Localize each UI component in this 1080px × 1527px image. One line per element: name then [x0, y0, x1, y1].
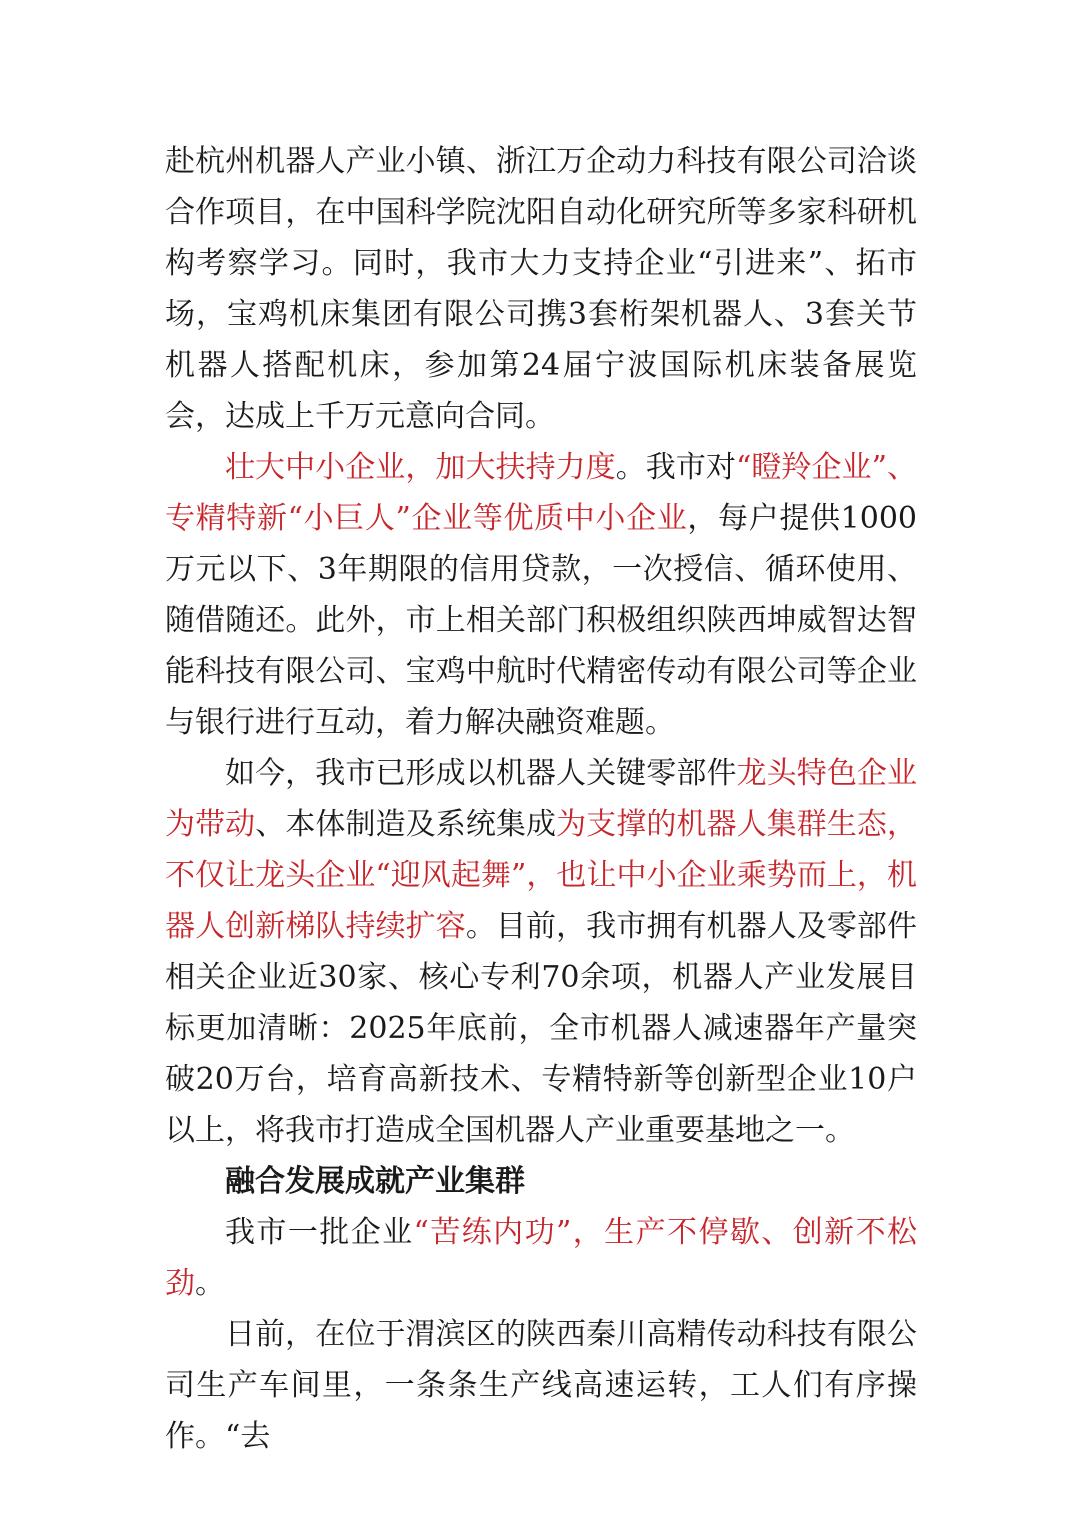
paragraph-text: 赴杭州机器人产业小镇、浙江万企动力科技有限公司洽谈合作项目，在中国科学院沈阳自动化研究所等多家科研机构考察学习。同时，我市大力支持企业“引进来”、拓市场，宝鸡机床集团有限公司携3套桁架机器人、3套关节机器人搭配机床，参加第24届宁波国际机床装备展览会，达成上千万元意向合同。 — [165, 144, 917, 434]
document-page — [165, 136, 917, 1462]
paragraph-workshop — [165, 1309, 917, 1462]
paragraph-intro-continued — [165, 136, 917, 442]
paragraph-text: 。我市对 — [615, 450, 736, 485]
highlight-text: “苦练内功”，生产不停歇、创新不松劲 — [165, 1215, 917, 1301]
highlight-text: “瞪羚企业”、专精特新“小巨人”企业等优质中小企业 — [165, 450, 918, 536]
paragraph-text: 、本体制造及系统集成 — [255, 807, 557, 842]
highlight-text: 龙头特色企业为带动 — [165, 756, 918, 842]
paragraph-text: 。目前，我市拥有机器人及零部件相关企业近30家、核心专利70余项，机器人产业发展目标更加清晰：2025年底前，全市机器人减速器年产量突破20万台，培育高新技术、专精特新等创新型企业10户以上，将我市打造成全国机器人产业重要基地之一。 — [165, 909, 918, 1148]
paragraph-text: ，每户提供1000万元以下、3年期限的信用贷款，一次授信、循环使用、随借随还。此外，市上相关部门积极组织陕西坤威智达智能科技有限公司、宝鸡中航时代精密传动有限公司等企业与银行进行互动，着力解决融资难题。 — [165, 501, 917, 740]
paragraph-sme-support — [165, 442, 917, 748]
section-heading: 融合发展成就产业集群 — [225, 1164, 525, 1199]
paragraph-text: 。 — [195, 1266, 225, 1301]
paragraph-cluster-ecology — [165, 748, 917, 1156]
paragraph-text: 如今，我市已形成以机器人关键零部件 — [225, 756, 737, 791]
paragraph-text: 我市一批企业 — [225, 1215, 414, 1250]
paragraph-internal-strength — [165, 1207, 917, 1309]
paragraph-text: 日前，在位于渭滨区的陕西秦川高精传动科技有限公司生产车间里，一条条生产线高速运转，工人们有序操作。“去 — [165, 1317, 917, 1454]
highlight-text: 为支撑的机器人集群生态，不仅让龙头企业“迎风起舞”，也让中小企业乘势而上，机器人创新梯队持续扩容 — [165, 807, 918, 944]
highlight-text: 壮大中小企业，加大扶持力度 — [225, 450, 616, 485]
